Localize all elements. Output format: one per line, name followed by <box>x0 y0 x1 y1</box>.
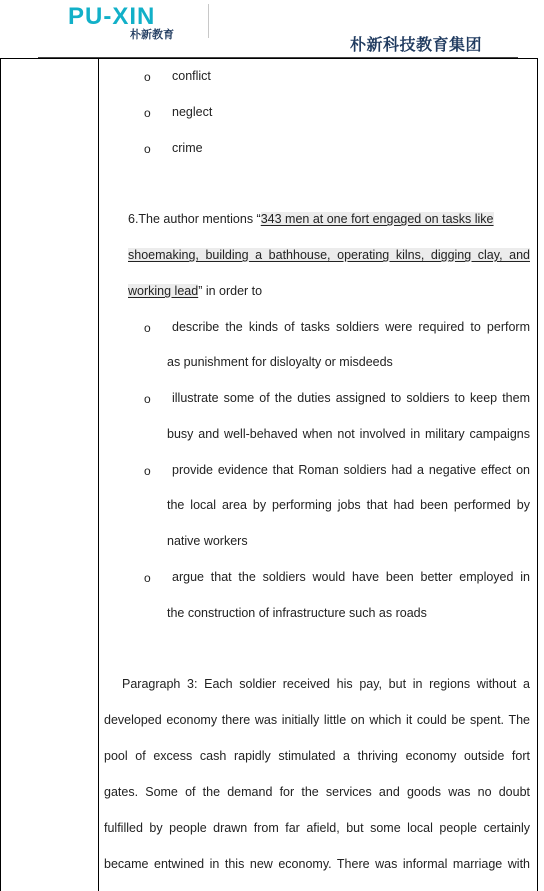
option-bullet[interactable]: o <box>144 571 151 585</box>
option-text-line: the local area by performing jobs that had been performed by <box>167 498 530 512</box>
company-name: 朴新科技教育集团 <box>350 35 483 54</box>
question-stem-prefix: 6.The author mentions “ <box>128 212 261 226</box>
list-item: conflict <box>172 69 211 83</box>
bullet-marker: o <box>144 70 151 84</box>
puxin-logo-mark <box>68 2 208 42</box>
question-stem-line <box>128 247 530 263</box>
puxin-logo <box>68 2 208 42</box>
option-bullet[interactable]: o <box>144 464 151 478</box>
logo-text: PU-XIN <box>68 3 156 30</box>
question-stem-suffix: ” in order to <box>198 284 263 298</box>
option-text-line: provide evidence that Roman soldiers had a negative effect on <box>172 463 530 477</box>
option-text-line: the construction of infrastructure such as roads <box>167 606 427 620</box>
paragraph-line: pool of excess cash rapidly stimulated a thriving economy outside fort <box>104 749 530 763</box>
paragraph-line: developed economy there was initially little on which it could be spent. The <box>104 713 530 727</box>
option-text-line: as punishment for disloyalty or misdeeds <box>167 355 393 369</box>
option-text-line: describe the kinds of tasks soldiers were required to perform <box>172 320 530 334</box>
paragraph-line: fulfilled by people drawn from far afield, but some local people certainly <box>104 821 530 835</box>
logo-divider <box>208 4 209 38</box>
content-table <box>0 58 544 891</box>
option-bullet[interactable]: o <box>144 392 151 406</box>
list-item: crime <box>172 141 203 155</box>
paragraph-line: Paragraph 3: Each soldier received his pay, but in regions without a <box>122 677 530 691</box>
highlighted-quote: 343 men at one fort engaged on tasks like <box>260 212 494 226</box>
option-text-line: native workers <box>167 534 248 548</box>
bullet-marker: o <box>144 106 151 120</box>
logo-subtext: 朴新教育 <box>130 28 174 41</box>
option-text-line: busy and well-behaved when not involved in military campaigns <box>167 427 530 441</box>
paragraph-line: became entwined in this new economy. There was informal marriage with <box>104 857 530 871</box>
table-border-left <box>0 58 1 891</box>
question-stem-line <box>128 283 262 299</box>
question-stem-line <box>128 211 494 227</box>
table-border-right <box>537 58 538 891</box>
page-header <box>0 0 544 58</box>
list-item: neglect <box>172 105 213 119</box>
option-text-line: illustrate some of the duties assigned to soldiers to keep them <box>172 391 530 405</box>
paragraph-line: gates. Some of the demand for the services and goods was no doubt <box>104 785 530 799</box>
option-bullet[interactable]: o <box>144 321 151 335</box>
option-text-line: argue that the soldiers would have been better employed in <box>172 570 530 584</box>
bullet-marker: o <box>144 142 151 156</box>
table-border-top <box>0 58 538 59</box>
highlighted-quote: working lead <box>128 284 199 298</box>
highlighted-quote: shoemaking, building a bathhouse, operating kilns, digging clay, and <box>128 248 530 262</box>
table-column-divider <box>98 58 99 891</box>
